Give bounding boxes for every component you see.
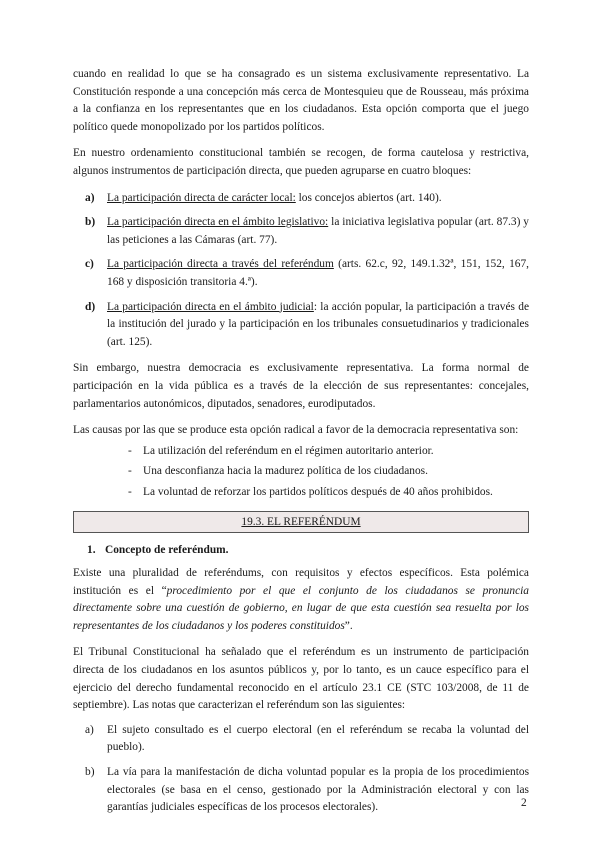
p5-end: ”. [344,619,353,632]
cause-text: La voluntad de reforzar los partidos políticos después de 40 años prohibidos. [143,485,493,498]
paragraph-3: Sin embargo, nuestra democracia es exclusivamente representativa. La forma normal de participación en la vida pública es a través de la elección de sus representantes: concejales, parlamentarios autonómicos, diputados, senadores, eurodiputados. [73,362,529,410]
subsection-heading [73,542,529,560]
block-marker: a) [85,191,95,204]
block-d [73,299,529,352]
block-marker: d) [85,300,96,313]
dash-marker: - [128,465,132,478]
dash-marker: - [128,444,132,457]
heading-text: Concepto de referéndum. [105,544,229,557]
cause-item [73,484,529,502]
cause-item [73,463,529,481]
dash-marker: - [128,485,132,498]
note-text: El sujeto consultado es el cuerpo electoral (en el referéndum se recaba la voluntad del pueblo). [107,723,529,754]
page-body [73,66,529,824]
cause-text: Una desconfianza hacia la madurez política de los ciudadanos. [143,465,428,478]
block-text: (arts. 62.c, 92, 149.1.32ª, 151, 152, 167, 168 y disposición transitoria 4.ª). [107,258,530,288]
block-marker: c) [85,258,94,271]
note-text: La vía para la manifestación de dicha voluntad popular es la propia de los procedimientos electorales (se basa en el censo, gestionado por la Administración electoral y con las garantías judiciales específicas de los procesos electorales). [107,766,529,814]
block-title: La participación directa de carácter local: [107,191,296,204]
paragraph-2: En nuestro ordenamiento constitucional también se recogen, de forma cautelosa y restrictiva, algunos instrumentos de participación directa, que pueden agruparse en cuatro bloques: [73,147,529,177]
cause-item [73,443,529,461]
note-b [73,764,529,817]
cause-text: La utilización del referéndum en el régimen autoritario anterior. [143,444,434,457]
block-title: La participación directa en el ámbito judicial [107,300,314,313]
p5-start: Existe una pluralidad de referéndums, con requisitos y efectos específicos. Esta polémica institución es el “ [73,567,529,597]
section-title: 19.3. EL REFERÉNDUM [241,516,361,529]
block-text: : la acción popular, la participación a través de la institución del jurado y la participación en los tribunales consuetudinarios y tradicionales (art. 125). [107,300,529,348]
p5-quote: procedimiento por el que el conjunto de los ciudadanos se pronuncia directamente sobre una cuestión de gobierno, en lugar de que esta cuestión sea resuelta por los representantes de los ciudadanos y los poderes constituidos [73,584,529,632]
block-title: La participación directa a través del referéndum [107,258,334,271]
paragraph-1: cuando en realidad lo que se ha consagrado es un sistema exclusivamente representativo. La Constitución responde a una concepción más cerca de Montesquieu que de Rousseau, más próxima a la confianza en los representantes que en los ciudadanos. Esta opción comporta que el juego político quede monopolizado por los partidos políticos. [73,68,529,133]
paragraph-4: Las causas por las que se produce esta opción radical a favor de la democracia representativa son: [73,424,519,437]
note-marker: b) [85,766,95,778]
block-text: los concejos abiertos (art. 140). [295,191,442,204]
block-marker: b) [85,216,96,229]
block-text: la iniciativa legislativa popular (art. 87.3) y las peticiones a las Cámaras (art. 77). [107,216,529,246]
section-title-box [73,511,529,533]
paragraph-6: El Tribunal Constitucional ha señalado que el referéndum es un instrumento de participación directa de los ciudadanos en los asuntos públicos y, por lo tanto, es un cauce específico para el ejercicio del derecho fundamental reconocido en el artículo 23.1 CE (STC 103/2008, de 11 de septiembre). Las notas que caracterizan el referéndum son las siguientes: [73,646,529,712]
block-c [73,256,529,291]
heading-number: 1. [87,544,96,557]
block-a [73,190,529,208]
note-marker: a) [85,723,94,736]
note-a [73,722,529,757]
block-title: La participación directa en el ámbito legislativo: [107,216,329,229]
paragraph-5 [73,565,529,635]
block-b [73,214,529,249]
page-number: 2 [521,797,527,809]
